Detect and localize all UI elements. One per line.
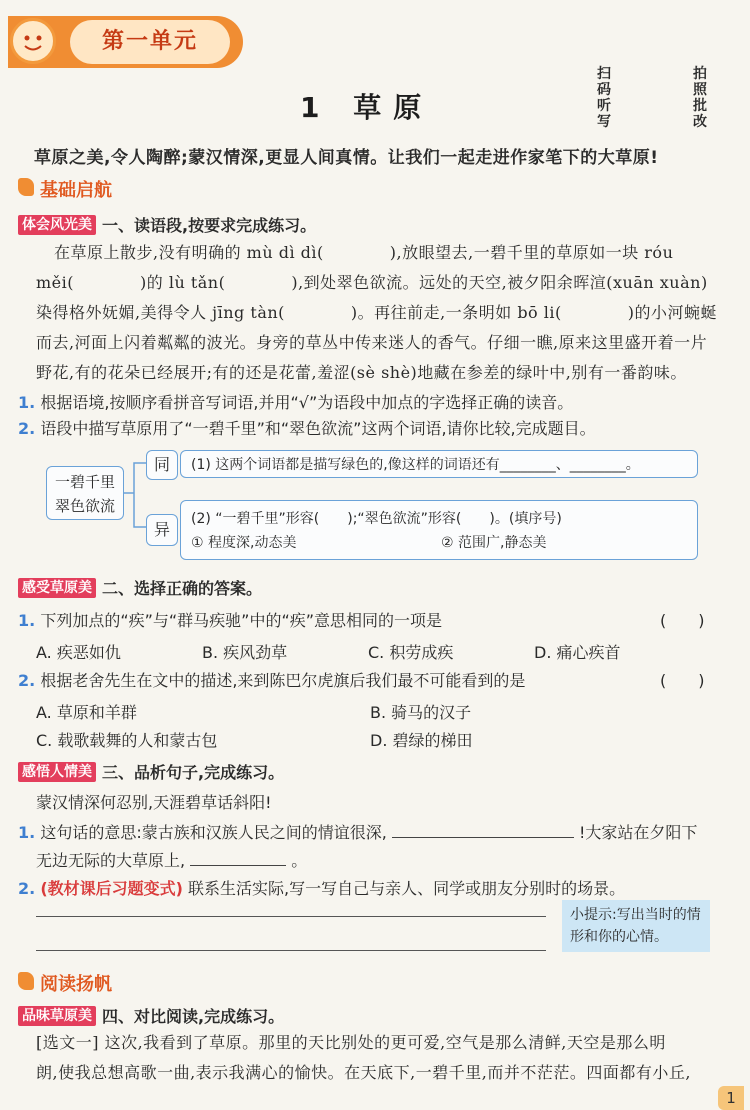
section-title-basic: 基础启航 [40, 180, 112, 201]
question-number: 2. [18, 879, 36, 898]
diff-text: (2) “一碧千里”形容( );“翠色欲流”形容( )。(填序号) [191, 511, 562, 527]
part3-heading: 三、品析句子,完成练习。 [102, 763, 285, 782]
passage-line: 野花,有的花朵已经展开;有的还是花蕾,羞涩(sè shè)地藏在参差的绿叶中,别有一番韵味。 [36, 363, 687, 382]
option[interactable]: D. 痛心疾首 [534, 643, 621, 662]
question-text: 。 [291, 851, 308, 870]
word-2: 翠色欲流 [54, 497, 115, 515]
option[interactable]: C. 载歌载舞的人和蒙古包 [36, 731, 218, 750]
section-title-reading: 阅读扬帆 [40, 974, 112, 995]
question-number: 2. [18, 419, 36, 438]
question-text: 根据老舍先生在文中的描述,来到陈巴尔虎旗后我们最不可能看到的是 [40, 671, 526, 690]
passage-line: [选文一] 这次,我看到了草原。那里的天比别处的更可爱,空气是那么清鲜,天空是那么明 [36, 1033, 666, 1052]
lesson-title: 1 草原 [300, 91, 434, 124]
smiley-icon [10, 18, 56, 64]
question-number: 1. [18, 611, 36, 630]
same-label: 同 [146, 450, 178, 480]
option[interactable]: C. 积劳成疾 [368, 643, 454, 662]
word-1: 一碧千里 [54, 473, 115, 491]
page-number: 1 [718, 1086, 744, 1110]
question-text: 这句话的意思:蒙古族和汉族人民之间的情谊很深, [40, 823, 387, 842]
tip-box: 小提示:写出当时的情形和你的心情。 [562, 900, 710, 952]
quote: 蒙汉情深何忍别,天涯碧草话斜阳! [36, 793, 272, 812]
part2-heading: 二、选择正确的答案。 [102, 579, 263, 598]
question-number: 1. [18, 823, 36, 842]
option[interactable]: A. 疾恶如仇 [36, 643, 121, 662]
option[interactable]: B. 疾风劲草 [202, 643, 288, 662]
passage [36, 238, 726, 388]
answer-line[interactable] [36, 950, 546, 951]
word-box [46, 466, 124, 520]
passage-line: měi( )的 lù tǎn( ),到处翠色欲流。远处的天空,被夕阳余晖渲(xuān xuàn) [36, 273, 708, 292]
photo-correct-tag[interactable]: 拍照批改 [693, 66, 707, 130]
passage-line: 在草原上散步,没有明确的 mù dì dì( ),放眼望去,一碧千里的草原如一块 róu [54, 243, 674, 262]
answer-line[interactable] [36, 916, 546, 917]
intro-text: 草原之美,令人陶醉;蒙汉情深,更显人间真情。让我们一起走进作家笔下的大草原! [34, 148, 659, 168]
part1-heading: 一、读语段,按要求完成练习。 [102, 216, 317, 235]
part4-heading: 四、对比阅读,完成练习。 [102, 1007, 285, 1026]
diff-box [180, 500, 698, 560]
answer-blank[interactable] [392, 837, 574, 838]
question-text: 语段中描写草原用了“一碧千里”和“翠色欲流”这两个词语,请你比较,完成题目。 [40, 419, 596, 438]
tag-taste: 品味草原美 [18, 1006, 96, 1026]
option-2: ② 范围广,静态美 [441, 535, 547, 551]
option[interactable]: A. 草原和羊群 [36, 703, 137, 722]
question-number: 2. [18, 671, 36, 690]
section-icon [18, 178, 34, 196]
question-text: 下列加点的“疾”与“群马疾驰”中的“疾”意思相同的一项是 [40, 611, 443, 630]
answer-paren[interactable]: ( ) [660, 671, 705, 690]
question-text: 联系生活实际,写一写自己与亲人、同学或朋友分别时的场景。 [188, 879, 626, 898]
tag-feel: 感受草原美 [18, 578, 96, 598]
diff-label: 异 [146, 514, 178, 546]
question-text: 根据语境,按顺序看拼音写词语,并用“√”为语段中加点的字选择正确的读音。 [40, 393, 574, 412]
scan-listen-tag[interactable]: 扫码听写 [597, 66, 611, 130]
option[interactable]: D. 碧绿的梯田 [370, 731, 473, 750]
passage-line: 而去,河面上闪着粼粼的波光。身旁的草丛中传来迷人的香气。仔细一瞧,原来这里盛开着一片 [36, 333, 708, 352]
tag-scenery: 体会风光美 [18, 215, 96, 235]
answer-paren[interactable]: ( ) [660, 611, 705, 630]
option[interactable]: B. 骑马的汉子 [370, 703, 472, 722]
connector-lines [124, 455, 148, 545]
reading-passage [36, 1028, 726, 1088]
passage-line: 染得格外妩媚,美得令人 jīng tàn( )。再往前走,一条明如 bō li( )的小河蜿蜒 [36, 303, 717, 322]
answer-blank[interactable] [190, 865, 286, 866]
section-icon [18, 972, 34, 990]
same-text: (1) 这两个词语都是描写绿色的,像这样的词语还有________、________。 [180, 450, 698, 478]
textbook-variant-tag: (教材课后习题变式) [40, 879, 183, 898]
passage-line: 朗,使我总想高歌一曲,表示我满心的愉快。在天底下,一碧千里,而并不茫茫。四面都有小丘, [36, 1063, 691, 1082]
option-1: ① 程度深,动态美 [191, 535, 297, 551]
tag-emotion: 感悟人情美 [18, 762, 96, 782]
question-text: 无边无际的大草原上, [36, 851, 186, 870]
unit-title: 第一单元 [70, 20, 230, 64]
question-number: 1. [18, 393, 36, 412]
question-text: !大家站在夕阳下 [578, 823, 698, 842]
